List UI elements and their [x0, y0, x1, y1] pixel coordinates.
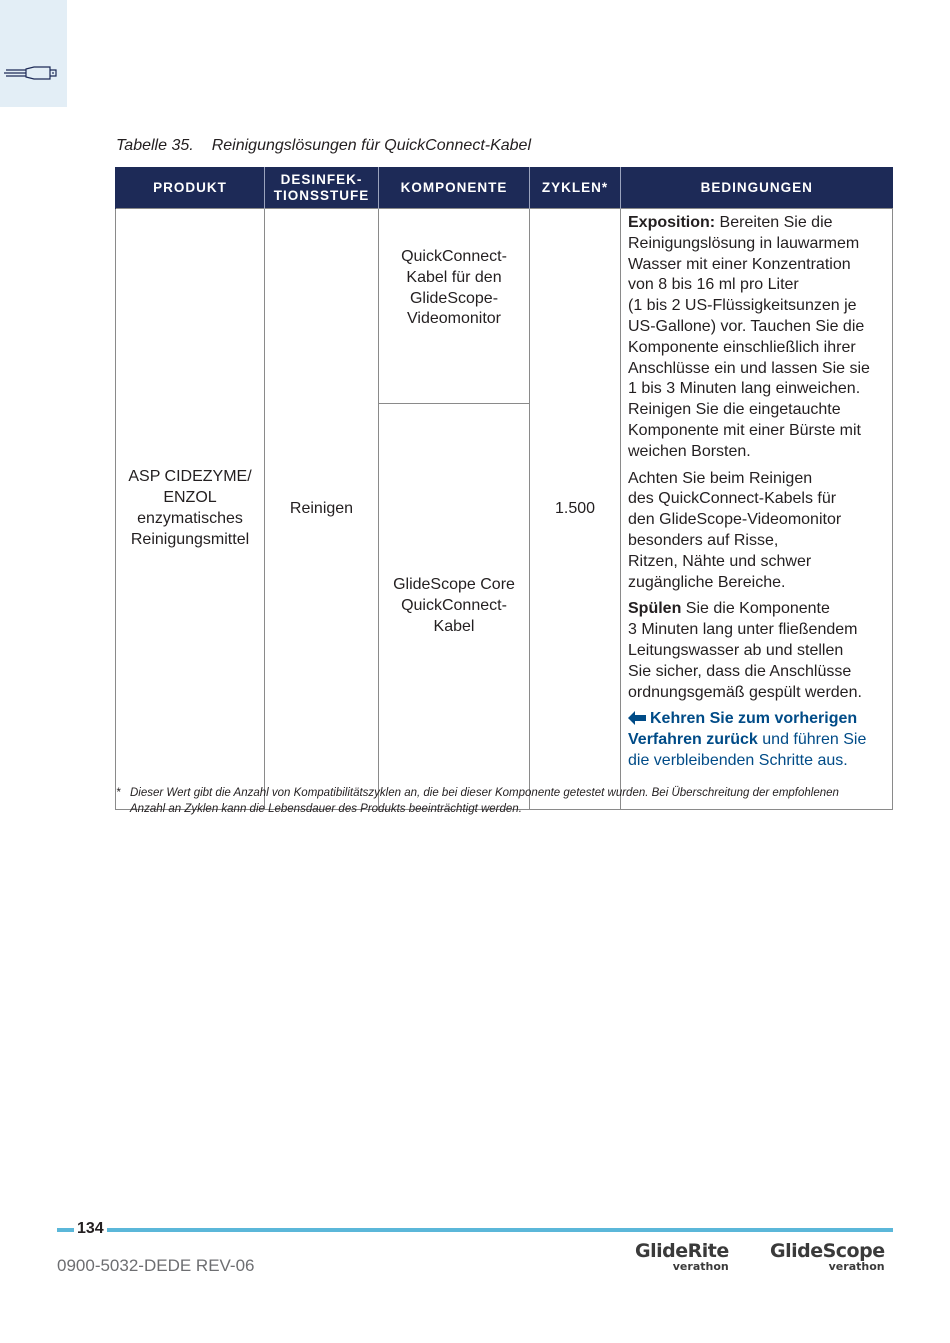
arrow-left-icon	[628, 711, 646, 725]
return-link-text: und führen Sie die verbleibenden Schritte aus.	[628, 731, 867, 769]
footer-rule-left	[57, 1228, 74, 1232]
cell-conditions	[621, 209, 893, 810]
return-link-bold: Kehren Sie zum vorherigen Verfahren zurück	[628, 710, 858, 749]
document-number: 0900-5032-DEDE REV-06	[57, 1256, 255, 1275]
header-product: PRODUKT	[116, 167, 265, 209]
table-header-row	[116, 167, 893, 209]
cell-level: Reinigen	[265, 209, 379, 810]
section-tab	[0, 0, 67, 107]
gliderite-logo	[635, 1240, 729, 1273]
header-level: DESINFEK- TIONSSTUFE	[265, 167, 379, 209]
cell-product: ASP CIDEZYME/ ENZOL enzymatisches Reinigungsmittel	[116, 209, 265, 810]
condition-exposure	[628, 213, 884, 463]
header-component: KOMPONENTE	[379, 167, 530, 209]
header-cycles: ZYKLEN*	[530, 167, 621, 209]
gliderite-sub: verathon	[672, 1260, 729, 1273]
glidescope-logo	[770, 1240, 885, 1273]
cleaning-solutions-table	[115, 167, 893, 810]
condition-attention: Achten Sie beim Reinigen des QuickConnect-Kabels für den GlideScope-Videomonitor besonders auf Risse, Ritzen, Nähte und schwer zugängliche Bereiche.	[628, 469, 842, 591]
footer-rule-right	[104, 1228, 893, 1232]
footnote	[116, 786, 876, 817]
footnote-text: Dieser Wert gibt die Anzahl von Kompatibilitätszyklen an, die bei dieser Komponente getestet wurden. Bei Überschreitung der empfohlenen Anzahl an Zyklen kann die Lebensdauer des Produkts beeinträchtigt werden.	[130, 787, 839, 815]
caption-title: Reinigungslösungen für QuickConnect-Kabel	[211, 137, 532, 154]
table-caption	[116, 137, 531, 155]
table-row	[116, 209, 893, 404]
header-conditions: BEDINGUNGEN	[621, 167, 893, 209]
cell-component-2: GlideScope Core QuickConnect- Kabel	[379, 404, 530, 810]
return-link[interactable]	[628, 709, 884, 771]
condition-rinse	[628, 599, 884, 703]
exposure-label: Exposition:	[628, 214, 716, 231]
gliderite-name: GlideRite	[635, 1240, 729, 1262]
rinse-text: Sie die Komponente 3 Minuten lang unter fließendem Leitungswasser ab und stellen Sie sicher, dass die Anschlüsse ordnungsgemäß gespült werden.	[628, 600, 862, 701]
glidescope-sub: verathon	[828, 1260, 885, 1273]
cell-cycles: 1.500	[530, 209, 621, 810]
footnote-mark: *	[116, 787, 121, 799]
cell-component-1: QuickConnect- Kabel für den GlideScope- Videomonitor	[379, 209, 530, 404]
rinse-label: Spülen	[628, 600, 682, 618]
caption-number: Tabelle 35.	[116, 137, 194, 154]
page-number: 134	[74, 1220, 107, 1238]
glidescope-name: GlideScope	[770, 1240, 885, 1262]
cable-connector-icon	[4, 64, 60, 82]
exposure-text: Bereiten Sie die Reinigungslösung in lauwarmem Wasser mit einer Konzentration von 8 bis 16 ml pro Liter (1 bis 2 US-Flüssigkeitsunzen je US-Gallone) vor. Tauchen Sie die Komponente einschließlich ihrer Anschlüsse ein und lassen Sie sie 1 bis 3 Minuten lang einweichen. Reinigen Sie die eingetauchte Komponente mit einer Bürste mit weichen Borsten.	[628, 214, 870, 460]
